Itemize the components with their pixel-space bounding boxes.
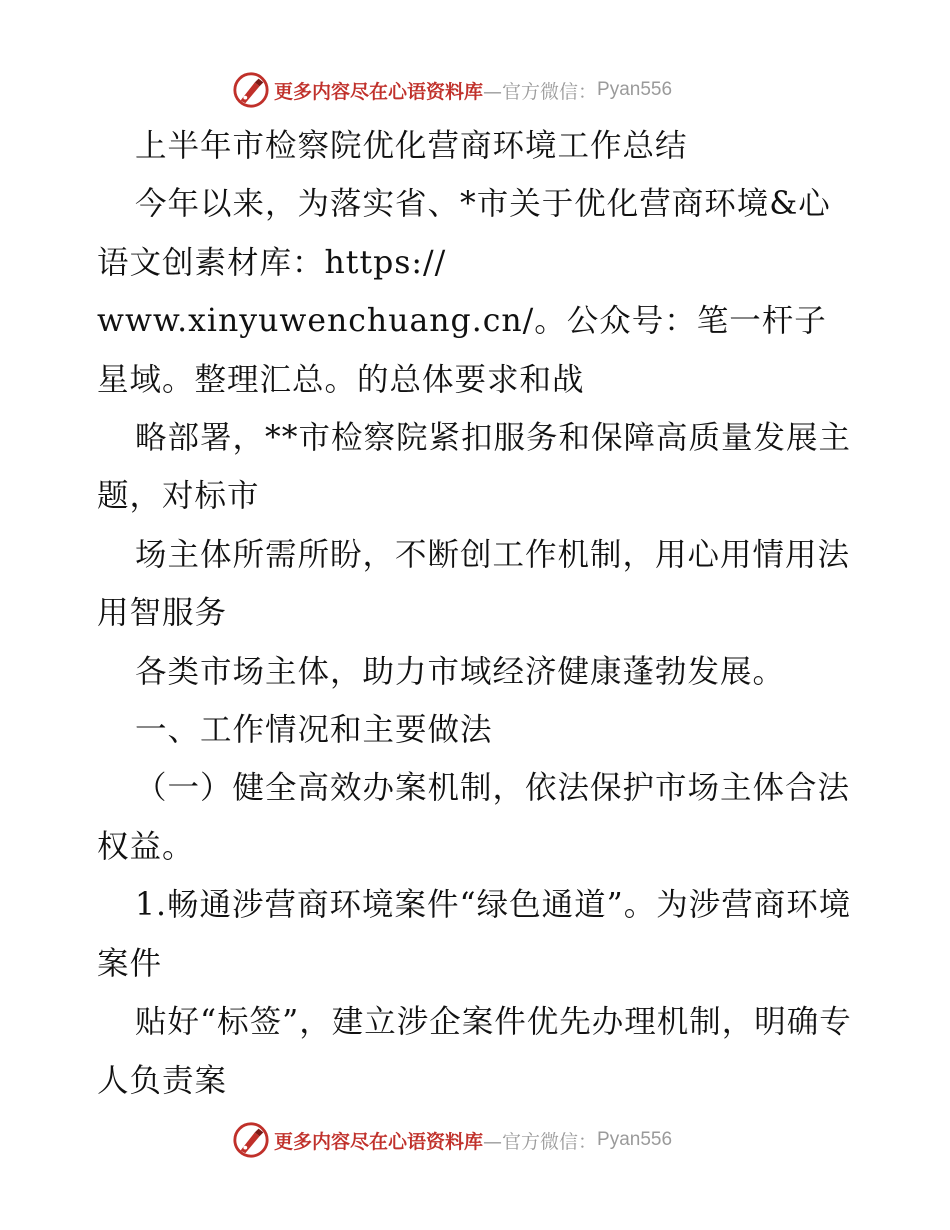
paragraph: 各类市场主体，助力市域经济健康蓬勃发展。 <box>135 653 786 690</box>
section-heading: 一、工作情况和主要做法 <box>135 712 493 749</box>
paragraph: 1.畅通涉营商环境案件“绿色通道”。为涉营商环境案件 <box>97 887 852 982</box>
document-title: 上半年市检察院优化营商环境工作总结 <box>135 128 688 164</box>
paragraph: 今年以来，为落实省、*市关于优化营商环境&心语文创素材库：https:// <box>97 186 831 281</box>
banner-main-text: 更多内容尽在心语资料库 <box>274 1130 484 1153</box>
document-body <box>97 117 857 1110</box>
banner-wechat-id: Pyan556 <box>597 79 673 100</box>
header-watermark-banner <box>232 70 672 110</box>
pen-logo-icon <box>232 1121 270 1159</box>
banner-main-text: 更多内容尽在心语资料库 <box>274 80 484 103</box>
banner-wechat-id: Pyan556 <box>597 1129 673 1150</box>
paragraph: 略部署，**市检察院紧扣服务和保障高质量发展主题，对标市 <box>97 420 852 515</box>
footer-watermark-banner <box>232 1120 672 1160</box>
banner-wechat-label: —官方微信： <box>483 1130 598 1153</box>
banner-wechat-label: —官方微信： <box>483 80 598 103</box>
pen-logo-icon <box>232 71 270 109</box>
paragraph: 贴好“标签”，建立涉企案件优先办理机制，明确专人负责案 <box>97 1004 852 1099</box>
paragraph: 场主体所需所盼，不断创工作机制，用心用情用法用智服务 <box>97 536 851 632</box>
paragraph: www.xinyuwenchuang.cn/。公众号：笔一杆子星域。整理汇总。的总体要求和战 <box>97 303 827 398</box>
subsection-heading: （一）健全高效办案机制，依法保护市场主体合法权益。 <box>97 770 851 865</box>
